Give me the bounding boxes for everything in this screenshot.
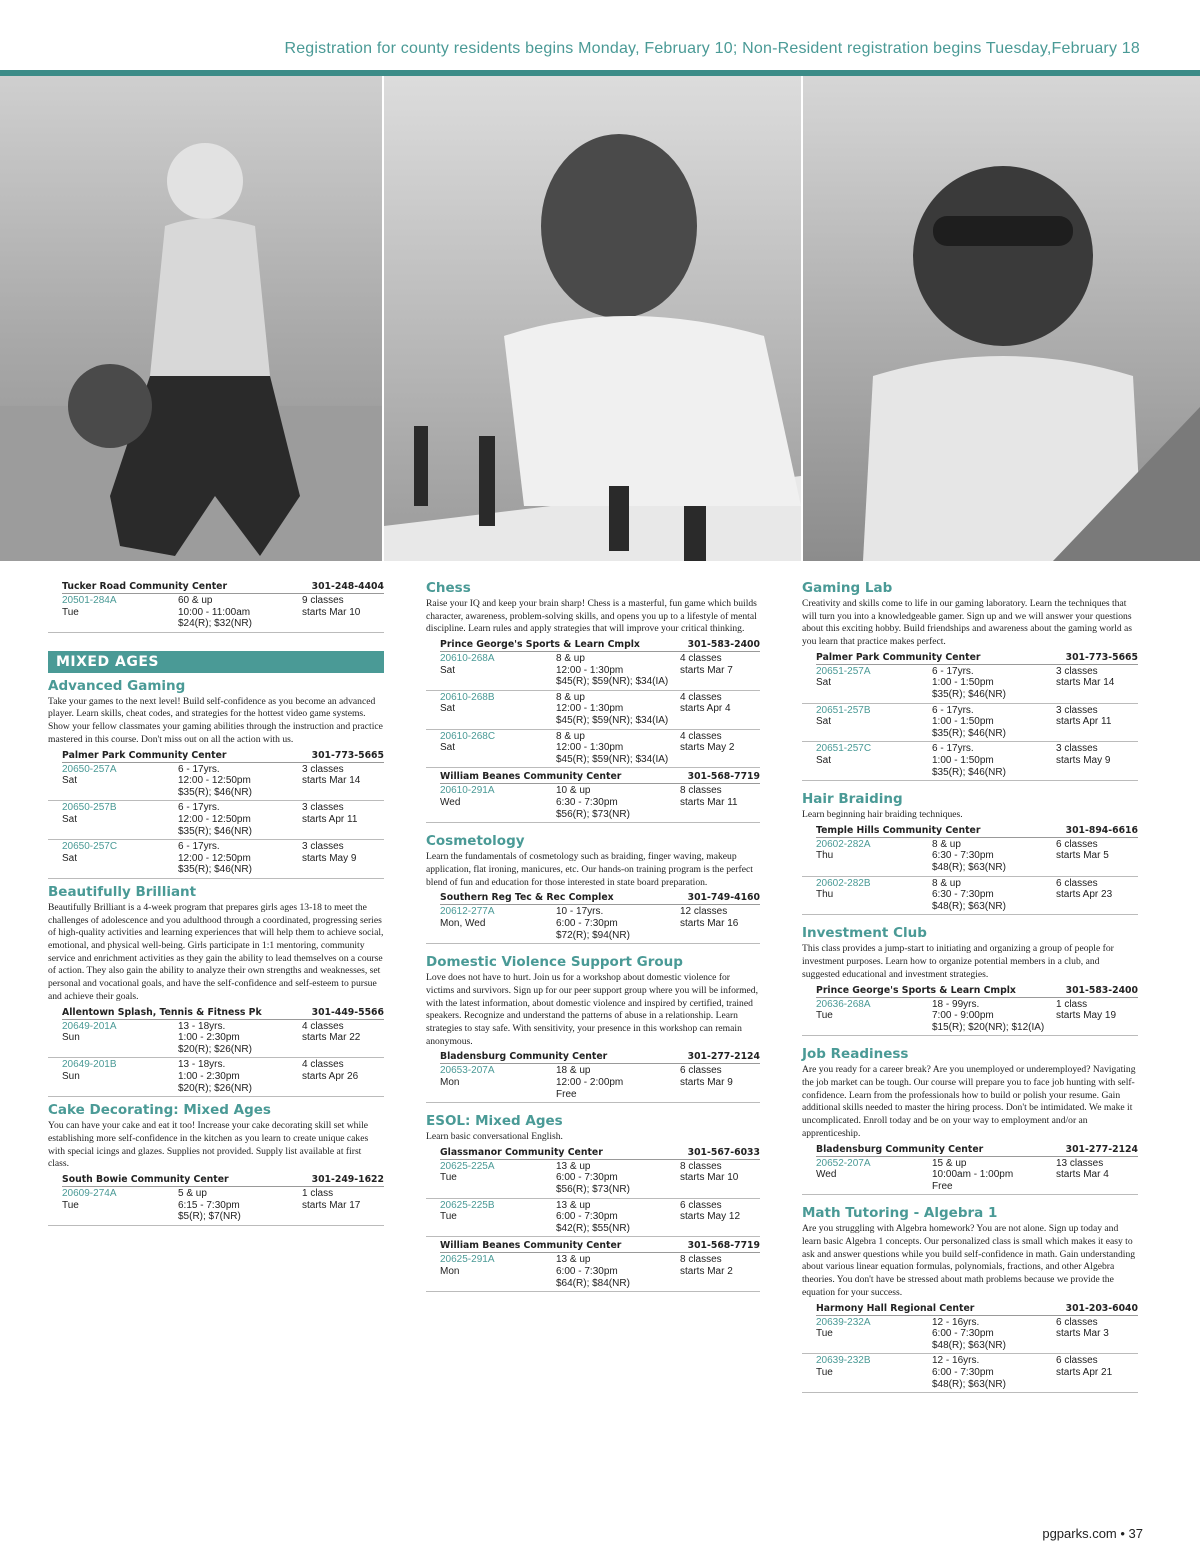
class-price: $48(R); $63(NR): [932, 900, 1006, 912]
course-title: Cosmetology: [426, 833, 525, 850]
class-start: starts Apr 11: [1056, 716, 1112, 728]
class-day: Tue: [440, 1211, 457, 1223]
location-phone: 301-249-1622: [311, 1173, 384, 1185]
class-time: 6:00 - 7:30pm: [556, 1265, 618, 1277]
course-title: Domestic Violence Support Group: [426, 954, 683, 971]
class-code[interactable]: 20650-257B: [62, 802, 117, 814]
class-time: 6:00 - 7:30pm: [556, 1172, 618, 1184]
class-day: Sat: [62, 813, 78, 825]
class-code[interactable]: 20650-257C: [62, 841, 118, 853]
section-header-mixed-ages: MIXED AGES: [48, 651, 384, 673]
class-entry: [426, 905, 760, 944]
class-code[interactable]: 20639-232A: [816, 1316, 871, 1328]
class-code[interactable]: 20612-277A: [440, 906, 495, 918]
class-entry: [48, 801, 384, 840]
class-ages: 13 & up: [556, 1199, 591, 1211]
class-ages: 13 - 18yrs.: [178, 1020, 226, 1032]
location-name: Palmer Park Community Center: [62, 749, 227, 761]
class-entry: [426, 730, 760, 769]
class-day: Sun: [62, 1032, 80, 1044]
class-start: starts Mar 11: [680, 797, 738, 809]
class-entry: [802, 1157, 1138, 1196]
class-entry: [802, 1316, 1138, 1355]
class-code[interactable]: 20625-225B: [440, 1199, 495, 1211]
location-name: Bladensburg Community Center: [440, 1051, 608, 1063]
column-3: [802, 580, 1138, 1393]
course-title: Cake Decorating: Mixed Ages: [48, 1102, 271, 1119]
course-description: Beautifully Brilliant is a 4-week program that prepares girls ages 13-18 to meet the challenges of adolescence and you adulthood through a coordinated, progressing series of high-quality activities and learning experiences that will help them to achieve social, emotional, and physical well-being. Girls participate in 1:1 mentoring, community service and enrichment activities as they gain the ability to lead themselves on a course of action. They also gain the ability to analyze their own strengths and weaknesses, set personal and vocational goals, and have the self-confidence and self-esteem to pursue and achieve their goals.: [48, 901, 384, 1002]
class-entry: [426, 1253, 760, 1292]
class-day: Sat: [816, 677, 832, 689]
class-entry: [48, 840, 384, 879]
class-entry: [48, 763, 384, 802]
location-row: [440, 1050, 760, 1064]
class-start: starts Mar 10: [680, 1172, 739, 1184]
class-time: 12:00 - 1:30pm: [556, 742, 624, 754]
location-phone: 301-449-5566: [311, 1006, 384, 1018]
class-price: $35(R); $46(NR): [932, 689, 1006, 700]
photo-fitness-woman: [0, 76, 382, 561]
course-title: Investment Club: [802, 925, 927, 942]
class-price: $20(R); $26(NR): [178, 1043, 252, 1055]
class-count: 12 classes: [680, 906, 728, 918]
course-description: Are you struggling with Algebra homework? You are not alone. Sign up today and learn basic Algebra 1 concepts. Our personalized class is small which makes it easy to ask and answer questions while you build self-confidence in math. Gain understanding about various linear equation formulas, polynomials, fractions, and other Algebra theories. You don't have be stressed about math problems because we provide the equation for your success.: [802, 1223, 1136, 1298]
class-code[interactable]: 20610-291A: [440, 785, 495, 797]
class-start: starts Mar 7: [680, 664, 733, 676]
class-ages: 13 - 18yrs.: [178, 1059, 226, 1071]
class-day: Mon, Wed: [440, 917, 486, 929]
class-count: 6 classes: [1056, 1355, 1098, 1367]
class-entry: [802, 704, 1138, 743]
class-day: Tue: [816, 1366, 833, 1378]
class-code[interactable]: 20625-225A: [440, 1160, 495, 1172]
class-day: Sat: [440, 664, 456, 676]
class-start: starts Apr 23: [1056, 889, 1113, 901]
class-count: 3 classes: [302, 763, 344, 775]
class-count: 6 classes: [680, 1065, 722, 1077]
location-name: Temple Hills Community Center: [816, 824, 981, 836]
class-count: 6 classes: [1056, 838, 1098, 850]
class-start: starts Mar 17: [302, 1199, 361, 1211]
class-price: $35(R); $46(NR): [178, 864, 252, 876]
class-time: 6:00 - 7:30pm: [556, 1211, 618, 1223]
class-list: [802, 665, 1138, 781]
location-name: Tucker Road Community Center: [62, 581, 228, 592]
column-1: [48, 580, 384, 1226]
location-row: [62, 580, 384, 594]
course-title: Advanced Gaming: [48, 677, 186, 694]
class-day: Wed: [440, 797, 461, 809]
class-list: [426, 1253, 760, 1292]
class-day: Mon: [440, 1265, 460, 1277]
class-count: 4 classes: [680, 691, 722, 703]
location-row: [816, 651, 1138, 665]
class-price: $48(R); $63(NR): [932, 862, 1006, 874]
class-code[interactable]: 20610-268B: [440, 691, 495, 703]
location-name: Prince George's Sports & Learn Cmplx: [440, 639, 640, 651]
class-time: 6:00 - 7:30pm: [556, 917, 618, 929]
location-phone: 301-583-2400: [687, 639, 760, 651]
class-time: 10:00 - 11:00am: [178, 606, 251, 618]
class-price: $35(R); $46(NR): [178, 786, 252, 798]
class-ages: 15 & up: [932, 1157, 967, 1169]
class-start: starts May 12: [680, 1211, 741, 1223]
class-code[interactable]: 20653-207A: [440, 1065, 495, 1077]
class-start: starts Mar 4: [1056, 1169, 1109, 1181]
location-phone: 301-568-7719: [687, 771, 760, 783]
class-code[interactable]: 20636-268A: [816, 998, 871, 1010]
class-price: $72(R); $94(NR): [556, 929, 630, 941]
class-start: starts Apr 4: [680, 703, 731, 715]
class-count: 4 classes: [680, 730, 722, 742]
class-time: 10:00am - 1:00pm: [932, 1169, 1014, 1181]
course-title: Beautifully Brilliant: [48, 883, 197, 900]
location-row: [62, 749, 384, 763]
class-time: 12:00 - 2:00pm: [556, 1076, 624, 1088]
class-start: starts Mar 14: [302, 775, 361, 787]
class-day: Tue: [62, 1199, 79, 1211]
class-code[interactable]: 20610-268C: [440, 730, 496, 742]
class-ages: 18 - 99yrs.: [932, 998, 980, 1010]
page-footer: pgparks.com • 37: [1042, 1526, 1143, 1541]
class-time: 7:00 - 9:00pm: [932, 1010, 994, 1022]
class-code[interactable]: 20652-207A: [816, 1157, 871, 1169]
class-list: [48, 1187, 384, 1226]
class-count: 3 classes: [302, 841, 344, 853]
class-ages: 13 & up: [556, 1160, 591, 1172]
class-code[interactable]: 20650-257A: [62, 763, 117, 775]
class-count: 6 classes: [1056, 877, 1098, 889]
location-phone: 301-894-6616: [1065, 824, 1138, 836]
class-price: $35(R); $46(NR): [178, 825, 252, 837]
class-list: [802, 1157, 1138, 1196]
location-row: [816, 1302, 1138, 1316]
class-price: $48(R); $63(NR): [932, 1378, 1006, 1390]
class-start: starts Mar 16: [680, 917, 739, 929]
location-phone: 301-568-7719: [687, 1240, 760, 1252]
course-description: Are you ready for a career break? Are you unemployed or underemployed? Navigating the job market can be tough. Our course will prepare you to face job hunting with self-confidence. Learn from the professionals how to build or polish your resume. Gain additional skills needed to master the hiring process. Don't be intimidated. We make it uncomplicated. Enroll today and be on your way to employment and/or an apprenticeship.: [802, 1064, 1136, 1139]
class-day: Tue: [62, 606, 79, 618]
class-ages: 6 - 17yrs.: [932, 665, 974, 677]
class-price: $35(R); $46(NR): [932, 766, 1006, 778]
class-day: Sat: [816, 716, 832, 728]
class-count: 1 class: [302, 1187, 334, 1199]
class-time: 1:00 - 1:50pm: [932, 677, 994, 689]
class-list: [426, 652, 760, 768]
class-start: starts Apr 26: [302, 1070, 359, 1082]
course-description: Love does not have to hurt. Join us for a workshop about domestic violence for victims and survivors. Sign up for our peer support group where you will be informed, with the latest information, about domestic violence and inspired by certified, trained speakers. Recognize and understand the patterns of abuse in a relationship. Learn strategies to stay safe. With sensitivity, your presence in this workshop can remain anonymous.: [426, 972, 758, 1047]
class-start: starts Mar 3: [1056, 1328, 1109, 1340]
class-price: $48(R); $63(NR): [932, 1339, 1006, 1351]
class-code[interactable]: 20651-257A: [816, 665, 871, 677]
location-phone: 301-749-4160: [687, 892, 760, 904]
class-price: Free: [932, 1180, 953, 1192]
class-entry: [426, 652, 760, 691]
class-ages: 8 & up: [932, 838, 961, 850]
course-title: ESOL: Mixed Ages: [426, 1113, 563, 1130]
class-count: 8 classes: [680, 1160, 722, 1172]
column-2: [426, 580, 760, 1292]
chess-illustration: [384, 76, 800, 561]
class-count: 4 classes: [680, 653, 722, 665]
class-ages: 8 & up: [556, 691, 585, 703]
class-price: $24(R); $32(NR): [178, 618, 252, 630]
fitness-illustration: [0, 76, 382, 561]
class-day: Thu: [816, 889, 834, 901]
class-count: 3 classes: [302, 802, 344, 814]
swim-illustration: [803, 76, 1200, 561]
course-description: You can have your cake and eat it too! Increase your cake decorating skill set while establishing more self-confidence in the kitchen as you learn to create unique cakes with special icings and glazes. Supplies not provided. Supply list available at first class.: [48, 1120, 369, 1170]
class-start: starts Mar 5: [1056, 850, 1109, 862]
location-row: [816, 984, 1138, 998]
class-entry: [802, 665, 1138, 704]
class-ages: 10 - 17yrs.: [556, 906, 604, 918]
class-ages: 8 & up: [932, 877, 961, 889]
class-list: [802, 998, 1138, 1037]
class-entry: [426, 691, 760, 730]
class-start: starts Mar 14: [1056, 677, 1115, 689]
class-price: $5(R); $7(NR): [178, 1211, 241, 1223]
class-price: $56(R); $73(NR): [556, 808, 630, 820]
class-day: Tue: [816, 1328, 833, 1340]
class-price: Free: [556, 1088, 577, 1100]
class-entry: [802, 1354, 1138, 1393]
class-list: [802, 838, 1138, 916]
class-start: starts May 2: [680, 742, 735, 754]
class-code[interactable]: 20609-274A: [62, 1187, 117, 1199]
course-description: Creativity and skills come to life in our gaming laboratory. Learn the techniques that will turn you into a knowledgeable gamer. Sign up and we will answer your questions about this exciting hobby. Build friendships and awareness about the gaming world as you learn that practice makes perfect.: [802, 598, 1133, 648]
class-code[interactable]: 20639-232B: [816, 1355, 871, 1367]
class-time: 12:00 - 12:50pm: [178, 852, 251, 864]
class-code[interactable]: 20625-291A: [440, 1254, 495, 1266]
location-phone: 301-567-6033: [687, 1146, 760, 1158]
location-row: [440, 1146, 760, 1160]
class-price: $35(R); $46(NR): [932, 727, 1006, 739]
class-count: 4 classes: [302, 1059, 344, 1071]
class-count: 3 classes: [1056, 743, 1098, 755]
course-title: Math Tutoring - Algebra 1: [802, 1205, 998, 1222]
location-phone: 301-773-5665: [1065, 651, 1138, 663]
class-price: $56(R); $73(NR): [556, 1184, 630, 1196]
class-day: Wed: [816, 1169, 837, 1181]
class-start: starts Apr 11: [302, 813, 358, 825]
class-price: $45(R); $59(NR); $34(IA): [556, 715, 669, 727]
class-ages: 8 & up: [556, 730, 585, 742]
class-code[interactable]: 20501-284A: [62, 595, 117, 606]
class-count: 1 class: [1056, 998, 1088, 1010]
class-list: [48, 763, 384, 879]
course-description: Raise your IQ and keep your brain sharp! Chess is a masterful, fun game which builds character, awareness, problem-solving skills, and opens you up to a lifestyle of mental discipline. Learn rules and apply strategies that will improve your critical thinking.: [426, 598, 757, 635]
class-day: Tue: [440, 1172, 457, 1184]
location-row: [62, 1173, 384, 1187]
class-list: [48, 1020, 384, 1098]
class-entry: [802, 877, 1138, 916]
class-time: 12:00 - 1:30pm: [556, 703, 624, 715]
class-time: 6:30 - 7:30pm: [932, 889, 994, 901]
class-ages: 5 & up: [178, 1187, 207, 1199]
class-ages: 6 - 17yrs.: [178, 763, 220, 775]
class-list: [426, 1160, 760, 1238]
location-phone: 301-277-2124: [687, 1051, 760, 1063]
class-code[interactable]: 20649-201B: [62, 1059, 117, 1071]
class-time: 1:00 - 2:30pm: [178, 1070, 240, 1082]
class-time: 6:00 - 7:30pm: [932, 1366, 994, 1378]
class-start: starts May 19: [1056, 1010, 1117, 1022]
class-list: [802, 1316, 1138, 1394]
location-name: Prince George's Sports & Learn Cmplx: [816, 984, 1016, 996]
class-code[interactable]: 20651-257B: [816, 704, 871, 716]
location-row: [440, 891, 760, 905]
location-name: William Beanes Community Center: [440, 771, 622, 783]
class-day: Sun: [62, 1070, 80, 1082]
class-time: 1:00 - 1:50pm: [932, 754, 994, 766]
location-name: Harmony Hall Regional Center: [816, 1302, 975, 1314]
class-price: $20(R); $26(NR): [178, 1082, 252, 1094]
class-time: 1:00 - 2:30pm: [178, 1032, 240, 1044]
class-entry: [802, 742, 1138, 781]
location-name: South Bowie Community Center: [62, 1173, 229, 1185]
class-list: [426, 784, 760, 823]
class-day: Mon: [440, 1076, 460, 1088]
location-name: Allentown Splash, Tennis & Fitness Pk: [62, 1006, 262, 1018]
class-ages: 60 & up: [178, 595, 213, 606]
class-start: starts May 9: [1056, 754, 1111, 766]
location-name: Southern Reg Tec & Rec Complex: [440, 892, 614, 904]
photo-strip: [0, 76, 1200, 561]
class-day: Sat: [816, 754, 832, 766]
class-code[interactable]: 20602-282A: [816, 838, 871, 850]
class-price: $45(R); $59(NR); $34(IA): [556, 753, 669, 765]
class-ages: 6 - 17yrs.: [932, 743, 974, 755]
class-day: Sat: [440, 742, 456, 754]
photo-chess-boy: [384, 76, 800, 561]
class-ages: 18 & up: [556, 1065, 591, 1077]
class-ages: 6 - 17yrs.: [932, 704, 974, 716]
location-name: William Beanes Community Center: [440, 1240, 622, 1252]
class-ages: 10 & up: [556, 785, 591, 797]
location-row: [440, 638, 760, 652]
course-description: Take your games to the next level! Build self-confidence as you become an advanced player. Learn skills, cheat codes, and strategies for the hottest video game systems. Show your fellow classmates your gaming abilities through the instruction and practice mastered in this course. Don't miss out on all the action with us.: [48, 695, 383, 745]
course-description: Learn basic conversational English.: [426, 1131, 563, 1143]
class-price: $15(R); $20(NR); $12(IA): [932, 1021, 1045, 1033]
course-title: Gaming Lab: [802, 580, 893, 596]
class-count: 8 classes: [680, 1254, 722, 1266]
course-title: Chess: [426, 580, 471, 596]
course-description: Learn beginning hair braiding techniques.: [802, 809, 963, 821]
class-price: $45(R); $59(NR); $34(IA): [556, 676, 669, 688]
class-ages: 12 - 16yrs.: [932, 1355, 980, 1367]
class-entry: [426, 1064, 760, 1103]
class-time: 6:15 - 7:30pm: [178, 1199, 240, 1211]
class-day: Sat: [62, 775, 78, 787]
class-start: starts Mar 9: [680, 1076, 733, 1088]
class-count: 3 classes: [1056, 665, 1098, 677]
class-entry: [426, 784, 760, 823]
class-count: 3 classes: [1056, 704, 1098, 716]
location-name: Palmer Park Community Center: [816, 651, 981, 663]
location-phone: 301-203-6040: [1065, 1302, 1138, 1314]
class-code[interactable]: 20610-268A: [440, 653, 495, 665]
class-time: 6:00 - 7:30pm: [932, 1328, 994, 1340]
class-list: [426, 1064, 760, 1103]
class-day: Sat: [62, 852, 78, 864]
location-phone: 301-277-2124: [1065, 1143, 1138, 1155]
class-start: starts Mar 22: [302, 1032, 361, 1044]
location-phone: 301-773-5665: [311, 749, 384, 761]
class-price: $42(R); $55(NR): [556, 1222, 630, 1234]
class-time: 12:00 - 1:30pm: [556, 664, 624, 676]
class-price: $64(R); $84(NR): [556, 1277, 630, 1289]
location-name: Glassmanor Community Center: [440, 1146, 603, 1158]
class-entry: [48, 1058, 384, 1097]
location-row: [440, 1239, 760, 1253]
class-count: 9 classes: [302, 595, 344, 606]
class-start: starts Mar 10: [302, 606, 361, 618]
course-title: Job Readiness: [802, 1046, 909, 1063]
class-ages: 13 & up: [556, 1254, 591, 1266]
class-time: 6:30 - 7:30pm: [932, 850, 994, 862]
location-row: [816, 824, 1138, 838]
class-ages: 6 - 17yrs.: [178, 841, 220, 853]
class-entry: [802, 838, 1138, 877]
course-description: This class provides a jump-start to initiating and organizing a group of people for investment purposes. Learn how to organize potential members in a club, and suggested educational and investment strategies.: [802, 943, 1114, 980]
class-time: 1:00 - 1:50pm: [932, 716, 994, 728]
class-entry: [426, 1199, 760, 1238]
class-entry: [48, 594, 384, 633]
registration-banner: Registration for county residents begins Monday, February 10; Non-Resident registration begins Tuesday,February 18: [284, 40, 1140, 57]
location-phone: 301-583-2400: [1065, 984, 1138, 996]
class-entry: [802, 998, 1138, 1037]
class-time: 6:30 - 7:30pm: [556, 797, 618, 809]
class-ages: 12 - 16yrs.: [932, 1316, 980, 1328]
class-code[interactable]: 20649-201A: [62, 1020, 117, 1032]
class-entry: [48, 1020, 384, 1059]
location-row: [62, 1006, 384, 1020]
class-count: 6 classes: [1056, 1316, 1098, 1328]
class-entry: [48, 1187, 384, 1226]
class-code[interactable]: 20651-257C: [816, 743, 872, 755]
class-count: 13 classes: [1056, 1157, 1104, 1169]
class-time: 12:00 - 12:50pm: [178, 775, 251, 787]
location-name: Bladensburg Community Center: [816, 1143, 984, 1155]
class-start: starts May 9: [302, 852, 357, 864]
class-count: 8 classes: [680, 785, 722, 797]
class-day: Sat: [440, 703, 456, 715]
class-ages: 8 & up: [556, 653, 585, 665]
class-list: [426, 905, 760, 944]
class-count: 6 classes: [680, 1199, 722, 1211]
class-start: starts Mar 2: [680, 1265, 733, 1277]
course-title: Hair Braiding: [802, 791, 903, 808]
class-ages: 6 - 17yrs.: [178, 802, 220, 814]
class-time: 12:00 - 12:50pm: [178, 813, 251, 825]
class-code[interactable]: 20602-282B: [816, 877, 871, 889]
location-phone: 301-248-4404: [311, 581, 384, 592]
class-day: Thu: [816, 850, 834, 862]
photo-swim-boy: [803, 76, 1200, 561]
class-count: 4 classes: [302, 1020, 344, 1032]
location-row: [440, 770, 760, 784]
location-row: [816, 1143, 1138, 1157]
class-day: Tue: [816, 1010, 833, 1022]
course-description: Learn the fundamentals of cosmetology such as braiding, finger waving, makeup application, flat ironing, manicures, etc. Our hands-on training program is the perfect blend of fun and education for those interested in state board preparation.: [426, 851, 753, 888]
class-entry: [426, 1160, 760, 1199]
class-start: starts Apr 21: [1056, 1366, 1113, 1378]
